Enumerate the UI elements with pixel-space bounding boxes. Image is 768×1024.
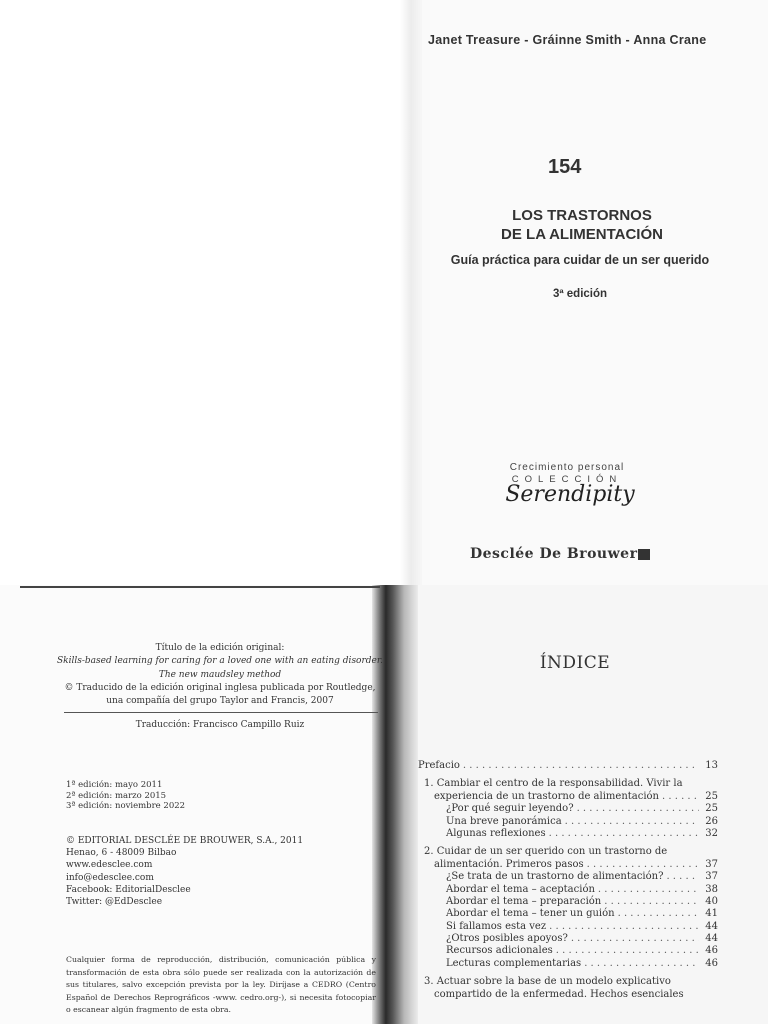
legal-notice: Cualquier forma de reproducción, distribución, comunicación pública y transformación de esta obra sólo puede ser realizada con la autorización de sus titulares, salvo excepción prevista por la ley. Diríjase a CEDRO (Centro Español de Derechos Reprográficos -www. cedro.org-), si necesita fotocopiar o escanear algún fragmento de esta obra.	[66, 955, 376, 1014]
toc-entry-title: 1. Cambiar el centro de la responsabilidad. Vivir la	[424, 778, 683, 790]
publisher-info-line: www.edesclee.com	[66, 860, 153, 871]
edition-line: 2ª edición: marzo 2015	[66, 790, 167, 801]
index-heading: ÍNDICE	[539, 653, 611, 673]
toc-leader-dots	[587, 859, 699, 871]
book-title-line-1: LOS TRASTORNOS	[512, 207, 652, 224]
publisher-info-line: © EDITORIAL DESCLÉE DE BROUWER, S.A., 2011	[66, 836, 304, 846]
toc-leader-dots	[662, 791, 699, 803]
toc-entry	[418, 791, 718, 803]
toc-entry-title: ¿Por qué seguir leyendo?	[446, 803, 574, 815]
publisher-name-text: Desclée De Brouwer	[470, 546, 638, 562]
book-title-line-2: DE LA ALIMENTACIÓN	[501, 226, 663, 243]
toc-entry-title: Recursos adicionales	[446, 945, 553, 957]
toc-page-number: 41	[705, 908, 718, 920]
editions-list	[66, 780, 185, 812]
toc-leader-dots	[571, 933, 699, 945]
toc-entry-title: Abordar el tema – preparación	[446, 895, 602, 907]
toc-page-number: 40	[705, 895, 718, 907]
toc-page-number: 44	[705, 920, 718, 932]
toc-page-number: 46	[705, 957, 718, 969]
series-number: 154	[548, 156, 582, 178]
toc-entry-title: Abordar el tema – tener un guión	[446, 908, 615, 920]
toc-entry-title: compartido de la enfermedad. Hechos esenciales	[434, 988, 684, 1000]
publisher-logo-icon	[638, 549, 650, 560]
translation-credit: Traducción: Francisco Campillo Ruiz	[135, 720, 305, 730]
publisher-info	[66, 835, 303, 908]
toc-entry-title: 2. Cuidar de un ser querido con un trastorno de	[424, 846, 668, 858]
divider	[64, 712, 378, 713]
toc-leader-dots	[565, 816, 699, 828]
toc-page-number: 38	[705, 883, 718, 895]
toc-leader-dots	[463, 760, 699, 772]
toc-entry	[418, 803, 718, 815]
toc-entry-title: Prefacio	[418, 760, 460, 771]
blank-page-top-left	[0, 0, 412, 585]
toc-page-number: 32	[705, 827, 718, 839]
toc-entry	[418, 828, 718, 840]
toc-entry-title: Una breve panorámica	[446, 815, 562, 827]
toc-entry-title: experiencia de un trastorno de alimentación	[434, 790, 659, 802]
toc-entry	[418, 884, 718, 896]
toc-entry-title: Lecturas complementarias	[446, 957, 582, 969]
publisher-name	[470, 546, 680, 562]
toc-entry	[418, 958, 718, 970]
toc-entry	[418, 896, 718, 908]
toc-entry-title: alimentación. Primeros pasos	[434, 858, 584, 870]
toc-entry	[418, 778, 718, 790]
edition-label: 3ª edición	[552, 288, 608, 300]
toc-page-number: 37	[705, 858, 718, 870]
toc-entry-title: 3. Actuar sobre la base de un modelo explicativo	[424, 976, 671, 988]
toc-page-number: 26	[705, 815, 718, 827]
toc-leader-dots	[584, 958, 699, 970]
toc-leader-dots	[556, 945, 699, 957]
toc-entry-title: Abordar el tema – aceptación	[446, 883, 595, 895]
book-subtitle: Guía práctica para cuidar de un ser querido	[450, 253, 710, 267]
toc-leader-dots	[618, 908, 699, 920]
collection-line-1: Crecimiento personal	[509, 462, 625, 473]
toc-page-number: 13	[705, 760, 718, 771]
toc-leader-dots	[577, 803, 699, 815]
toc-entry	[418, 921, 718, 933]
collection-logo: Serendipity	[505, 482, 635, 507]
page-edge-line	[20, 586, 380, 588]
authors: Janet Treasure - Gráinne Smith - Anna Crane	[428, 33, 707, 47]
toc-leader-dots	[598, 884, 699, 896]
orig-subtitle: The new maudsley method	[158, 669, 282, 680]
edition-line: 3ª edición: noviembre 2022	[66, 801, 186, 811]
edition-line: 1ª edición: mayo 2011	[66, 780, 163, 790]
toc-page-number: 46	[705, 945, 718, 957]
table-of-contents	[418, 760, 718, 1001]
toc-entry	[418, 846, 718, 858]
toc-entry-title: ¿Se trata de un trastorno de alimentación?	[446, 871, 664, 883]
copyright-line-2: una compañía del grupo Taylor and Francis, 2007	[106, 696, 334, 707]
toc-entry	[418, 976, 718, 988]
toc-leader-dots	[604, 896, 699, 908]
toc-leader-dots	[549, 921, 699, 933]
toc-page-number: 25	[705, 803, 718, 815]
toc-entry	[418, 816, 718, 828]
toc-entry	[418, 933, 718, 945]
toc-entry	[418, 908, 718, 920]
toc-entry	[418, 760, 718, 772]
publisher-info-line: Facebook: EditorialDesclee	[66, 884, 191, 895]
publisher-info-line: info@edesclee.com	[66, 872, 154, 883]
toc-page-number: 44	[705, 933, 718, 945]
toc-entry	[418, 945, 718, 957]
toc-page-number: 37	[705, 871, 718, 883]
original-edition-block	[50, 642, 390, 708]
collection-line-2: COLECCIÓN	[511, 474, 623, 485]
toc-entry	[418, 871, 718, 883]
publisher-info-line: Henao, 6 - 48009 Bilbao	[66, 848, 177, 859]
publisher-info-line: Twitter: @EdDesclee	[66, 897, 163, 908]
toc-entry-title: ¿Otros posibles apoyos?	[446, 933, 568, 945]
toc-leader-dots	[666, 871, 699, 883]
toc-entry-title: Algunas reflexiones	[446, 827, 546, 839]
toc-leader-dots	[549, 828, 699, 840]
toc-entry	[418, 859, 718, 871]
toc-entry	[418, 989, 718, 1001]
book-title	[412, 206, 752, 244]
toc-entry-title: Si fallamos esta vez	[446, 920, 547, 932]
orig-label: Título de la edición original:	[155, 643, 285, 653]
orig-title: Skills-based learning for caring for a loved one with an eating disorder.	[56, 656, 384, 667]
copyright-line-1: © Traducido de la edición original inglesa publicada por Routledge,	[64, 682, 376, 693]
toc-page-number: 25	[705, 790, 718, 802]
